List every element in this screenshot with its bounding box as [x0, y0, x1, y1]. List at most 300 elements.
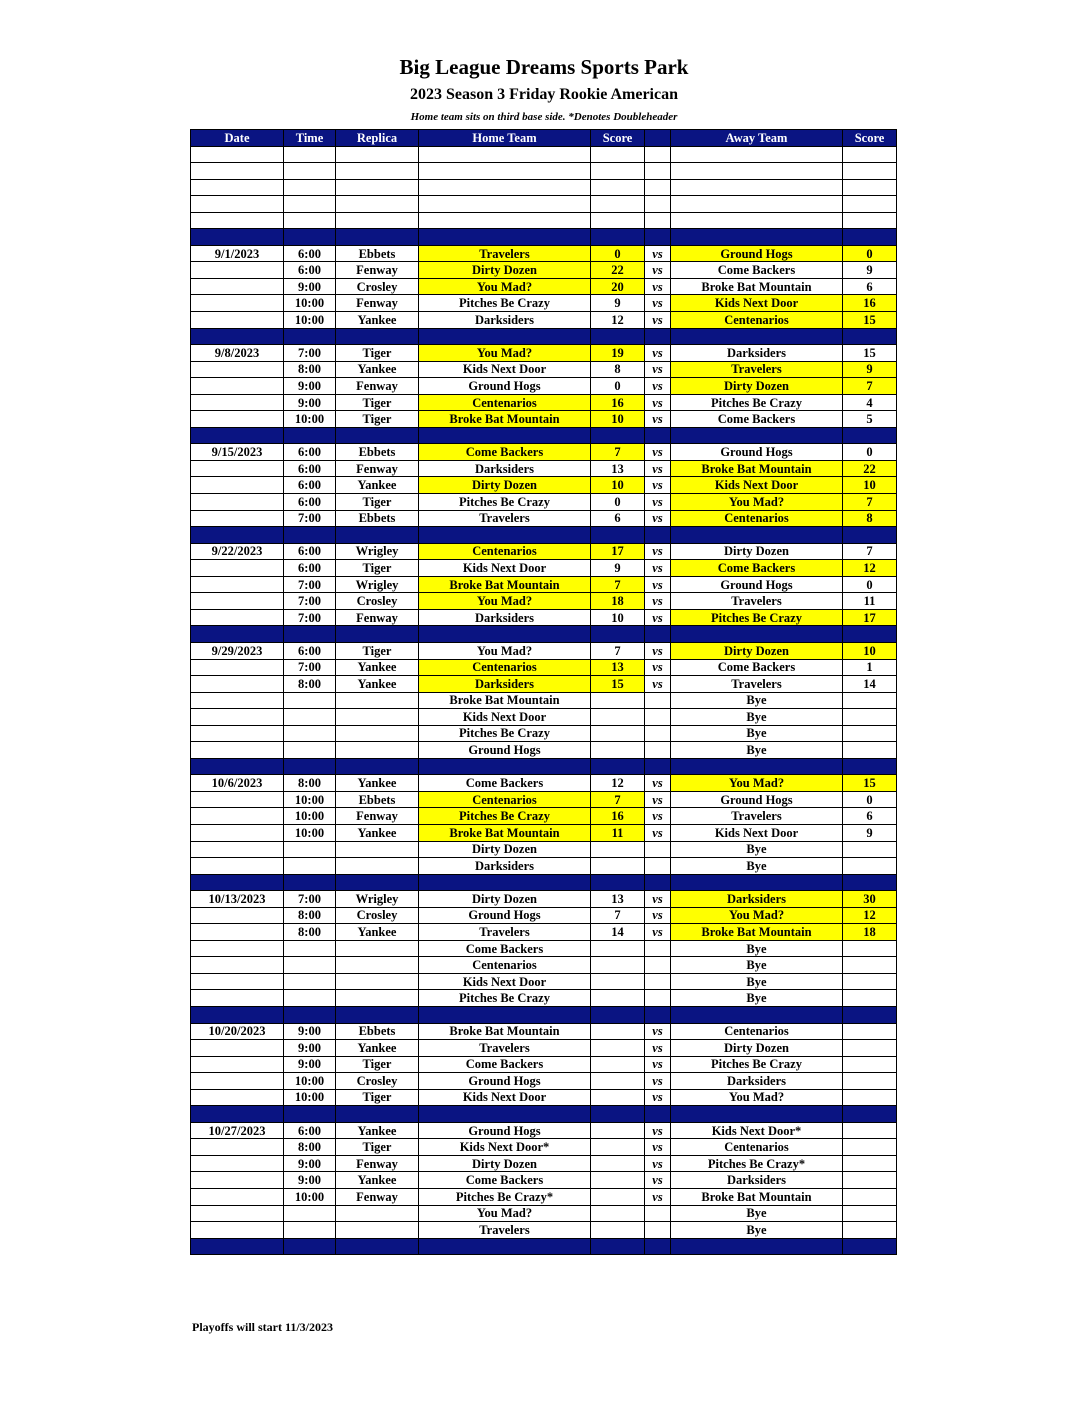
home-team-cell: Ground Hogs	[419, 1073, 591, 1090]
away-score-cell	[843, 1023, 897, 1040]
home-score-cell	[591, 940, 645, 957]
replica-cell: Yankee	[336, 659, 419, 676]
date-cell: 9/29/2023	[191, 642, 284, 659]
home-team-cell: Come Backers	[419, 775, 591, 792]
home-score-cell: 7	[591, 444, 645, 461]
away-score-cell: 15	[843, 312, 897, 329]
replica-cell: Tiger	[336, 1139, 419, 1156]
game-row	[191, 1139, 897, 1156]
date-cell	[191, 1172, 284, 1189]
vs-cell: vs	[645, 808, 671, 825]
blank-cell	[191, 179, 284, 196]
game-row	[191, 742, 897, 759]
separator-cell	[284, 527, 336, 544]
vs-cell: vs	[645, 1056, 671, 1073]
date-cell	[191, 907, 284, 924]
separator-cell	[645, 626, 671, 643]
date-cell	[191, 278, 284, 295]
replica-cell: Fenway	[336, 460, 419, 477]
away-score-cell: 0	[843, 576, 897, 593]
game-row	[191, 692, 897, 709]
separator-cell	[645, 1238, 671, 1255]
replica-cell: Yankee	[336, 1172, 419, 1189]
game-row	[191, 510, 897, 527]
away-team-cell: Ground Hogs	[671, 791, 843, 808]
replica-cell: Crosley	[336, 907, 419, 924]
blank-cell	[419, 196, 591, 213]
time-cell	[284, 990, 336, 1007]
time-cell: 10:00	[284, 1073, 336, 1090]
home-score-cell: 12	[591, 312, 645, 329]
replica-cell: Yankee	[336, 312, 419, 329]
game-row	[191, 1040, 897, 1057]
time-cell: 8:00	[284, 775, 336, 792]
col-header-vs	[645, 130, 671, 147]
away-team-cell: Broke Bat Mountain	[671, 278, 843, 295]
separator-cell	[419, 229, 591, 246]
separator-cell	[336, 758, 419, 775]
vs-cell: vs	[645, 444, 671, 461]
vs-cell: vs	[645, 345, 671, 362]
date-cell	[191, 659, 284, 676]
game-row	[191, 725, 897, 742]
home-score-cell: 13	[591, 659, 645, 676]
time-cell	[284, 841, 336, 858]
away-team-cell: Broke Bat Mountain	[671, 460, 843, 477]
time-cell: 6:00	[284, 642, 336, 659]
away-score-cell: 0	[843, 444, 897, 461]
away-team-cell: You Mad?	[671, 907, 843, 924]
time-cell: 10:00	[284, 791, 336, 808]
away-team-cell: Come Backers	[671, 560, 843, 577]
blank-cell	[591, 163, 645, 180]
game-row	[191, 543, 897, 560]
blank-cell	[591, 212, 645, 229]
replica-cell: Ebbets	[336, 1023, 419, 1040]
home-team-cell: Travelers	[419, 924, 591, 941]
replica-cell: Yankee	[336, 361, 419, 378]
time-cell: 7:00	[284, 891, 336, 908]
blank-cell	[284, 179, 336, 196]
blank-cell	[645, 163, 671, 180]
separator-cell	[191, 527, 284, 544]
date-cell: 9/22/2023	[191, 543, 284, 560]
home-team-cell: Darksiders	[419, 858, 591, 875]
week-separator-row	[191, 229, 897, 246]
vs-cell: vs	[645, 278, 671, 295]
replica-cell: Yankee	[336, 676, 419, 693]
replica-cell: Crosley	[336, 278, 419, 295]
away-team-cell: Travelers	[671, 361, 843, 378]
vs-cell: vs	[645, 560, 671, 577]
home-team-cell: Centenarios	[419, 659, 591, 676]
replica-cell: Yankee	[336, 1122, 419, 1139]
replica-cell: Fenway	[336, 1155, 419, 1172]
home-score-cell	[591, 1155, 645, 1172]
away-score-cell: 9	[843, 262, 897, 279]
vs-cell: vs	[645, 543, 671, 560]
away-team-cell: Darksiders	[671, 1172, 843, 1189]
away-team-cell: Come Backers	[671, 411, 843, 428]
home-team-cell: Pitches Be Crazy	[419, 295, 591, 312]
time-cell: 6:00	[284, 245, 336, 262]
blank-cell	[843, 163, 897, 180]
separator-cell	[591, 1238, 645, 1255]
week-separator-row	[191, 1006, 897, 1023]
game-row	[191, 824, 897, 841]
home-team-cell: Ground Hogs	[419, 907, 591, 924]
time-cell: 8:00	[284, 361, 336, 378]
date-cell	[191, 312, 284, 329]
away-team-cell: Pitches Be Crazy	[671, 1056, 843, 1073]
home-score-cell: 7	[591, 791, 645, 808]
time-cell: 10:00	[284, 295, 336, 312]
home-team-cell: Kids Next Door	[419, 1089, 591, 1106]
separator-cell	[419, 1106, 591, 1123]
week-separator-row	[191, 328, 897, 345]
week-separator-row	[191, 758, 897, 775]
time-cell	[284, 1222, 336, 1239]
game-row	[191, 593, 897, 610]
separator-cell	[843, 758, 897, 775]
time-cell: 10:00	[284, 824, 336, 841]
separator-cell	[336, 229, 419, 246]
date-cell	[191, 940, 284, 957]
blank-cell	[336, 179, 419, 196]
away-team-cell: Bye	[671, 990, 843, 1007]
away-team-cell: Travelers	[671, 808, 843, 825]
away-score-cell: 22	[843, 460, 897, 477]
home-team-cell: Dirty Dozen	[419, 891, 591, 908]
vs-cell	[645, 841, 671, 858]
time-cell: 9:00	[284, 1056, 336, 1073]
blank-cell	[336, 146, 419, 163]
away-score-cell	[843, 940, 897, 957]
vs-cell	[645, 973, 671, 990]
replica-cell: Yankee	[336, 1040, 419, 1057]
vs-cell: vs	[645, 609, 671, 626]
date-cell: 10/20/2023	[191, 1023, 284, 1040]
away-team-cell: Kids Next Door	[671, 824, 843, 841]
time-cell: 6:00	[284, 477, 336, 494]
home-score-cell: 15	[591, 676, 645, 693]
home-team-cell: Darksiders	[419, 312, 591, 329]
home-score-cell	[591, 973, 645, 990]
home-score-cell: 17	[591, 543, 645, 560]
time-cell	[284, 940, 336, 957]
home-score-cell	[591, 1073, 645, 1090]
separator-cell	[419, 1006, 591, 1023]
away-team-cell: You Mad?	[671, 494, 843, 511]
blank-cell	[671, 196, 843, 213]
separator-cell	[284, 229, 336, 246]
separator-cell	[671, 328, 843, 345]
week-separator-row	[191, 874, 897, 891]
blank-cell	[419, 179, 591, 196]
vs-cell	[645, 742, 671, 759]
time-cell: 6:00	[284, 494, 336, 511]
vs-cell: vs	[645, 576, 671, 593]
home-score-cell: 18	[591, 593, 645, 610]
col-header-away-team: Away Team	[671, 130, 843, 147]
blank-cell	[671, 179, 843, 196]
home-score-cell	[591, 1122, 645, 1139]
home-team-cell: Travelers	[419, 245, 591, 262]
separator-cell	[191, 1106, 284, 1123]
time-cell: 6:00	[284, 560, 336, 577]
away-team-cell: Centenarios	[671, 1023, 843, 1040]
away-score-cell: 5	[843, 411, 897, 428]
home-score-cell	[591, 841, 645, 858]
date-cell	[191, 808, 284, 825]
game-row	[191, 907, 897, 924]
away-score-cell: 17	[843, 609, 897, 626]
date-cell	[191, 1040, 284, 1057]
game-row	[191, 957, 897, 974]
table-header-row	[191, 130, 897, 147]
col-header-time: Time	[284, 130, 336, 147]
time-cell: 7:00	[284, 593, 336, 610]
schedule-table	[190, 129, 897, 1255]
game-row	[191, 361, 897, 378]
date-cell	[191, 957, 284, 974]
away-score-cell: 10	[843, 642, 897, 659]
home-score-cell: 0	[591, 245, 645, 262]
separator-cell	[843, 229, 897, 246]
separator-cell	[645, 427, 671, 444]
replica-cell	[336, 957, 419, 974]
replica-cell: Tiger	[336, 411, 419, 428]
home-score-cell: 0	[591, 494, 645, 511]
time-cell	[284, 858, 336, 875]
vs-cell: vs	[645, 593, 671, 610]
blank-cell	[591, 146, 645, 163]
home-team-cell: You Mad?	[419, 593, 591, 610]
vs-cell: vs	[645, 510, 671, 527]
away-team-cell: Dirty Dozen	[671, 1040, 843, 1057]
blank-cell	[336, 163, 419, 180]
date-cell	[191, 1089, 284, 1106]
home-team-cell: Centenarios	[419, 957, 591, 974]
home-team-cell: Pitches Be Crazy	[419, 725, 591, 742]
blank-cell	[419, 212, 591, 229]
game-row	[191, 460, 897, 477]
separator-cell	[284, 874, 336, 891]
away-team-cell: Ground Hogs	[671, 444, 843, 461]
away-score-cell: 12	[843, 907, 897, 924]
home-score-cell: 13	[591, 891, 645, 908]
blank-row	[191, 179, 897, 196]
away-score-cell: 6	[843, 278, 897, 295]
replica-cell	[336, 709, 419, 726]
blank-cell	[284, 163, 336, 180]
separator-cell	[645, 328, 671, 345]
home-score-cell	[591, 1222, 645, 1239]
home-team-cell: Travelers	[419, 1040, 591, 1057]
time-cell: 10:00	[284, 808, 336, 825]
away-score-cell	[843, 1040, 897, 1057]
home-team-cell: Dirty Dozen	[419, 477, 591, 494]
home-team-cell: Dirty Dozen	[419, 1155, 591, 1172]
separator-cell	[671, 427, 843, 444]
vs-cell: vs	[645, 676, 671, 693]
game-row	[191, 378, 897, 395]
game-row	[191, 1172, 897, 1189]
date-cell	[191, 361, 284, 378]
vs-cell: vs	[645, 411, 671, 428]
game-row	[191, 990, 897, 1007]
game-row	[191, 245, 897, 262]
time-cell: 7:00	[284, 576, 336, 593]
schedule-body	[191, 146, 897, 1255]
away-team-cell: You Mad?	[671, 775, 843, 792]
blank-cell	[671, 146, 843, 163]
vs-cell: vs	[645, 262, 671, 279]
replica-cell: Yankee	[336, 924, 419, 941]
week-separator-row	[191, 1238, 897, 1255]
separator-cell	[671, 1006, 843, 1023]
away-team-cell: Dirty Dozen	[671, 642, 843, 659]
separator-cell	[843, 1006, 897, 1023]
away-team-cell: Bye	[671, 957, 843, 974]
away-team-cell: Pitches Be Crazy	[671, 394, 843, 411]
separator-cell	[671, 874, 843, 891]
home-score-cell: 12	[591, 775, 645, 792]
blank-cell	[843, 212, 897, 229]
separator-cell	[645, 527, 671, 544]
home-team-cell: Ground Hogs	[419, 378, 591, 395]
game-row	[191, 973, 897, 990]
away-score-cell: 16	[843, 295, 897, 312]
blank-cell	[671, 212, 843, 229]
away-team-cell: Pitches Be Crazy*	[671, 1155, 843, 1172]
time-cell: 9:00	[284, 394, 336, 411]
home-score-cell	[591, 957, 645, 974]
time-cell: 8:00	[284, 1139, 336, 1156]
away-team-cell: Bye	[671, 725, 843, 742]
away-score-cell: 9	[843, 361, 897, 378]
home-team-cell: Centenarios	[419, 791, 591, 808]
date-cell: 10/6/2023	[191, 775, 284, 792]
vs-cell	[645, 1205, 671, 1222]
game-row	[191, 411, 897, 428]
home-score-cell: 10	[591, 477, 645, 494]
replica-cell: Fenway	[336, 262, 419, 279]
separator-cell	[591, 626, 645, 643]
home-score-cell	[591, 709, 645, 726]
date-cell	[191, 924, 284, 941]
replica-cell: Tiger	[336, 560, 419, 577]
away-score-cell: 0	[843, 245, 897, 262]
replica-cell: Fenway	[336, 609, 419, 626]
home-score-cell	[591, 1139, 645, 1156]
vs-cell: vs	[645, 394, 671, 411]
separator-cell	[336, 1006, 419, 1023]
separator-cell	[419, 626, 591, 643]
game-row	[191, 891, 897, 908]
date-cell	[191, 1189, 284, 1206]
away-score-cell: 10	[843, 477, 897, 494]
vs-cell: vs	[645, 1089, 671, 1106]
separator-cell	[419, 1238, 591, 1255]
separator-cell	[591, 328, 645, 345]
time-cell: 7:00	[284, 345, 336, 362]
time-cell	[284, 725, 336, 742]
game-row	[191, 576, 897, 593]
away-team-cell: Darksiders	[671, 1073, 843, 1090]
separator-cell	[336, 328, 419, 345]
week-separator-row	[191, 1106, 897, 1123]
home-team-cell: You Mad?	[419, 278, 591, 295]
home-score-cell: 8	[591, 361, 645, 378]
col-header-replica: Replica	[336, 130, 419, 147]
blank-cell	[645, 146, 671, 163]
game-row	[191, 394, 897, 411]
replica-cell: Wrigley	[336, 543, 419, 560]
home-team-cell: Broke Bat Mountain	[419, 576, 591, 593]
separator-cell	[591, 427, 645, 444]
replica-cell	[336, 973, 419, 990]
schedule-note: Home team sits on third base side. *Denotes Doubleheader	[410, 111, 678, 123]
vs-cell: vs	[645, 477, 671, 494]
home-team-cell: Come Backers	[419, 1172, 591, 1189]
replica-cell	[336, 1205, 419, 1222]
blank-cell	[591, 196, 645, 213]
blank-cell	[671, 163, 843, 180]
away-score-cell	[843, 742, 897, 759]
away-score-cell: 6	[843, 808, 897, 825]
separator-cell	[284, 427, 336, 444]
replica-cell	[336, 742, 419, 759]
replica-cell	[336, 1222, 419, 1239]
page-title: Big League Dreams Sports Park	[399, 55, 689, 79]
blank-cell	[843, 196, 897, 213]
away-team-cell: Bye	[671, 692, 843, 709]
separator-cell	[645, 874, 671, 891]
away-score-cell	[843, 1205, 897, 1222]
home-team-cell: Ground Hogs	[419, 742, 591, 759]
replica-cell: Crosley	[336, 1073, 419, 1090]
time-cell: 9:00	[284, 1155, 336, 1172]
vs-cell: vs	[645, 659, 671, 676]
time-cell: 9:00	[284, 1172, 336, 1189]
home-score-cell	[591, 1205, 645, 1222]
game-row	[191, 642, 897, 659]
game-row	[191, 775, 897, 792]
game-row	[191, 262, 897, 279]
replica-cell: Tiger	[336, 494, 419, 511]
away-score-cell: 4	[843, 394, 897, 411]
date-cell	[191, 460, 284, 477]
date-cell: 9/15/2023	[191, 444, 284, 461]
separator-cell	[191, 626, 284, 643]
vs-cell: vs	[645, 1073, 671, 1090]
replica-cell: Wrigley	[336, 576, 419, 593]
separator-cell	[284, 328, 336, 345]
game-row	[191, 841, 897, 858]
date-cell	[191, 494, 284, 511]
home-team-cell: Ground Hogs	[419, 1122, 591, 1139]
away-team-cell: Darksiders	[671, 891, 843, 908]
blank-cell	[645, 196, 671, 213]
game-row	[191, 940, 897, 957]
away-score-cell	[843, 709, 897, 726]
game-row	[191, 1189, 897, 1206]
time-cell: 9:00	[284, 378, 336, 395]
game-row	[191, 444, 897, 461]
separator-cell	[191, 1238, 284, 1255]
away-team-cell: Broke Bat Mountain	[671, 1189, 843, 1206]
